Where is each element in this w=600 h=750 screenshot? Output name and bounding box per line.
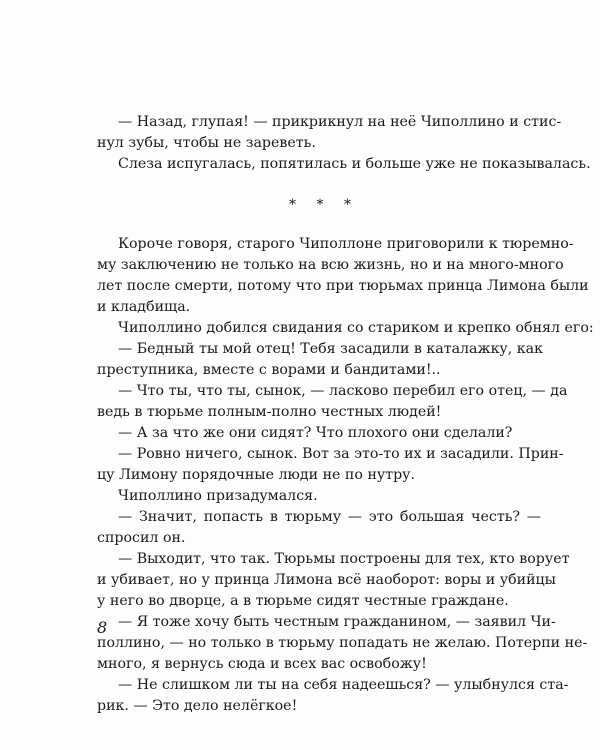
text-line: Короче говоря, старого Чиполлоне приговорили к тюремно- [118,236,574,252]
text-line: и убивает, но у принца Лимона всё наоборот: воры и убийцы [97,572,556,588]
text-line: — Значит, попасть в тюрьму — это большая честь? — [118,509,541,525]
paragraph [97,112,562,154]
text-line: цу Лимону порядочные люди не по нутру. [97,467,416,483]
text-line: — Выходит, что так. Тюрьмы построены для тех, кто ворует [118,551,570,567]
opening-paragraphs [97,112,591,175]
text-line: — Бедный ты мой отец! Тебя засадили в каталажку, как [118,341,543,357]
text-line: — Ровно ничего, сынок. Вот за это-то их и засадили. Прин- [118,446,564,462]
text-line: Слеза испугалась, попятилась и больше уже не показывалась. [118,156,591,172]
text-line: спросил он. [97,530,186,546]
section-break: * * * [289,197,359,213]
text-line: рик. — Это дело нелёгкое! [97,698,298,714]
text-line: — Что ты, что ты, сынок, — ласково перебил его отец, — да [118,383,568,399]
paragraph [97,423,541,444]
text-line: ведь в тюрьме полным-полно честных людей! [97,404,442,420]
paragraph [97,486,541,507]
text-line: и кладбища. [97,299,191,315]
paragraph [97,549,570,612]
paragraph [97,318,594,339]
paragraph [97,507,541,549]
paragraph [97,612,588,675]
paragraph [97,154,591,175]
text-line: — Не слишком ли ты на себя надеешься? — улыбнулся ста- [118,677,569,693]
text-line: много, я вернусь сюда и всех вас освобожу! [97,656,427,672]
text-line: — А за что же они сидят? Что плохого они сделали? [118,425,513,441]
text-line: преступника, вместе с ворами и бандитами!.. [97,362,441,378]
text-line: поллино, — но только в тюрьму попадать не желаю. Потерпи не- [97,635,588,651]
text-line: Чиполлино призадумался. [118,488,318,504]
text-line: му заключению не только на всю жизнь, но и на много-много [97,257,564,273]
paragraph [97,444,564,486]
text-line: Чиполлино добился свидания со стариком и крепко обнял его: [118,320,594,336]
page-number: 8 [97,618,108,637]
main-paragraphs [97,234,594,717]
text-line: лет после смерти, потому что при тюрьмах принца Лимона были [97,278,589,294]
paragraph [97,339,541,381]
text-line: — Назад, глупая! — прикрикнул на неё Чиполлино и стис- [118,114,562,130]
page-text [97,112,594,717]
paragraph [97,675,569,717]
text-line: у него во дворце, а в тюрьме сидят честные граждане. [97,593,509,609]
paragraph [97,381,568,423]
paragraph [97,234,589,318]
text-line: нул зубы, чтобы не зареветь. [97,135,316,151]
text-line: — Я тоже хочу быть честным гражданином, — заявил Чи- [118,614,556,630]
